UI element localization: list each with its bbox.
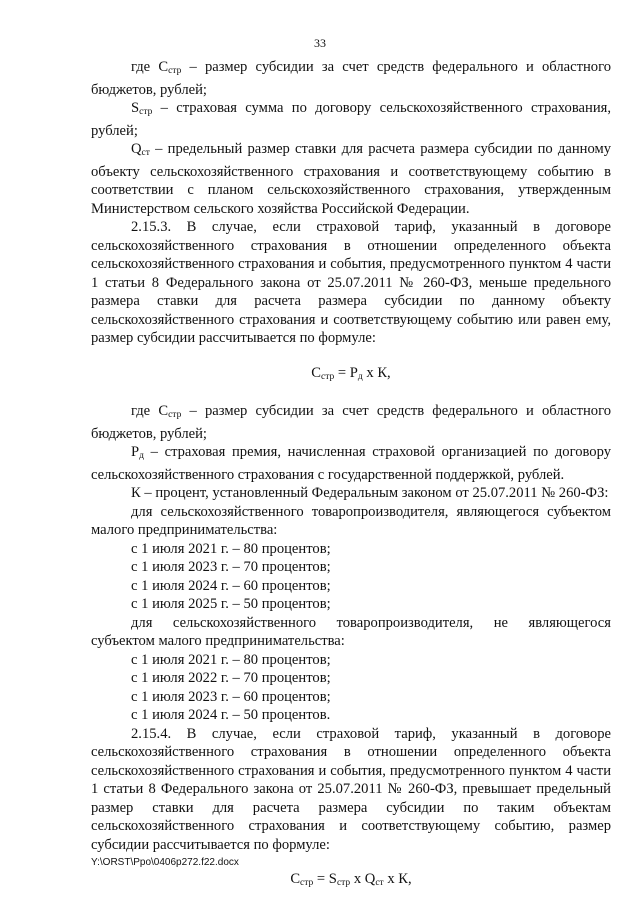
small-business-item: с 1 июля 2024 г. – 60 процентов;: [131, 577, 331, 594]
definition-p: [91, 443, 611, 484]
definition-p-symbol: Р: [131, 444, 140, 460]
small-business-item: с 1 июля 2023 г. – 70 процентов;: [131, 559, 331, 575]
paragraph-2-15-4: 2.15.4. В случае, если страховой тариф, указанный в договоре сельскохозяйственного страхования в отношении определенного объекта сельскохозяйственного страхования и события, предусмотренного пунктом 4 части 1 статьи 8 Федерального закона от 25.07.2011 № 260-ФЗ, превышает предельный размер ставки для расчета размера субсидии по таким объектам сельскохозяйственного страхования и соответствующему событию, размер субсидии рассчитывается по формуле:: [91, 725, 611, 853]
formula-2: [91, 870, 611, 893]
definition-q-symbol: Q: [131, 141, 142, 157]
definition-q: [91, 140, 611, 218]
non-small-business-item: с 1 июля 2024 г. – 50 процентов.: [131, 707, 331, 723]
definition-c-prefix: где С: [131, 59, 169, 75]
formula-2-equals: = S: [313, 871, 337, 887]
definition-c: [91, 58, 611, 99]
formula-2-times-q: x Q: [350, 871, 376, 887]
definition-c-2-subscript: стр: [168, 410, 182, 420]
formula-2-rest: x К,: [383, 871, 412, 887]
non-small-business-item: с 1 июля 2021 г. – 80 процентов;: [131, 651, 331, 668]
document-body: [91, 58, 611, 893]
definition-c-2: [91, 402, 611, 443]
non-small-business-intro: для сельскохозяйственного товаропроизводителя, не являющегося субъектом малого предпринимательства:: [91, 614, 611, 649]
file-path-footer: Y:\ORST\Ppo\0406p272.f22.docx: [91, 857, 239, 868]
definition-k: К – процент, установленный Федеральным законом от 25.07.2011 № 260-ФЗ:: [131, 485, 609, 501]
formula-2-q-subscript: ст: [375, 878, 384, 888]
formula-2-s-subscript: стр: [336, 878, 351, 888]
formula-2-c: С: [290, 871, 301, 887]
paragraph-2-15-3: 2.15.3. В случае, если страховой тариф, указанный в договоре сельскохозяйственного страхования в отношении определенного объекта сельскохозяйственного страхования и события, предусмотренного пунктом 4 части 1 статьи 8 Федерального закона от 25.07.2011 № 260-ФЗ, меньше предельного размера ставки для расчета размера субсидии по данному объекту сельскохозяйственного страхования и соответствующему событию или равен ему, размер субсидии рассчитывается по формуле:: [91, 219, 611, 346]
definition-s-symbol: S: [131, 100, 140, 116]
definition-q-text: – предельный размер ставки для расчета размера субсидии по данному объекту сельскохозяйственного страхования и соответствующему событию в соответствии с планом сельскохозяйственного страхования, утвержденным Министерством сельского хозяйства Российской Федерации.: [91, 141, 611, 217]
formula-1-rest: x К,: [362, 364, 391, 381]
small-business-intro: для сельскохозяйственного товаропроизводителя, являющегося субъектом малого предпринимательства:: [91, 503, 611, 538]
formula-1-equals: = Р: [334, 364, 358, 381]
definition-s-subscript: стр: [139, 107, 153, 117]
definition-c-subscript: стр: [168, 66, 182, 76]
definition-q-subscript: ст: [141, 148, 150, 158]
non-small-business-item: с 1 июля 2022 г. – 70 процентов;: [131, 670, 331, 686]
small-business-item: с 1 июля 2021 г. – 80 процентов;: [131, 540, 331, 557]
non-small-business-item: с 1 июля 2023 г. – 60 процентов;: [131, 688, 331, 705]
definition-c-2-text: – размер субсидии за счет средств федерального и областного бюджетов, рублей;: [91, 403, 612, 442]
formula-1-c: С: [311, 364, 321, 381]
definition-c-2-prefix: где С: [131, 403, 169, 419]
definition-s: [91, 99, 611, 140]
definition-c-text: – размер субсидии за счет средств федерального и областного бюджетов, рублей;: [91, 59, 612, 98]
formula-2-c-subscript: стр: [300, 878, 314, 888]
page-number: 33: [314, 36, 326, 50]
formula-1-p-subscript: д: [357, 371, 363, 382]
formula-1: [91, 364, 611, 387]
definition-s-text: – страховая сумма по договору сельскохозяйственного страхования, рублей;: [91, 100, 611, 139]
definition-p-subscript: д: [139, 451, 144, 461]
definition-p-text: – страховая премия, начисленная страховой организацией по договору сельскохозяйственного страхования с государственной поддержкой, рублей.: [91, 444, 611, 483]
small-business-item: с 1 июля 2025 г. – 50 процентов;: [131, 596, 331, 612]
formula-1-c-subscript: стр: [321, 371, 335, 382]
